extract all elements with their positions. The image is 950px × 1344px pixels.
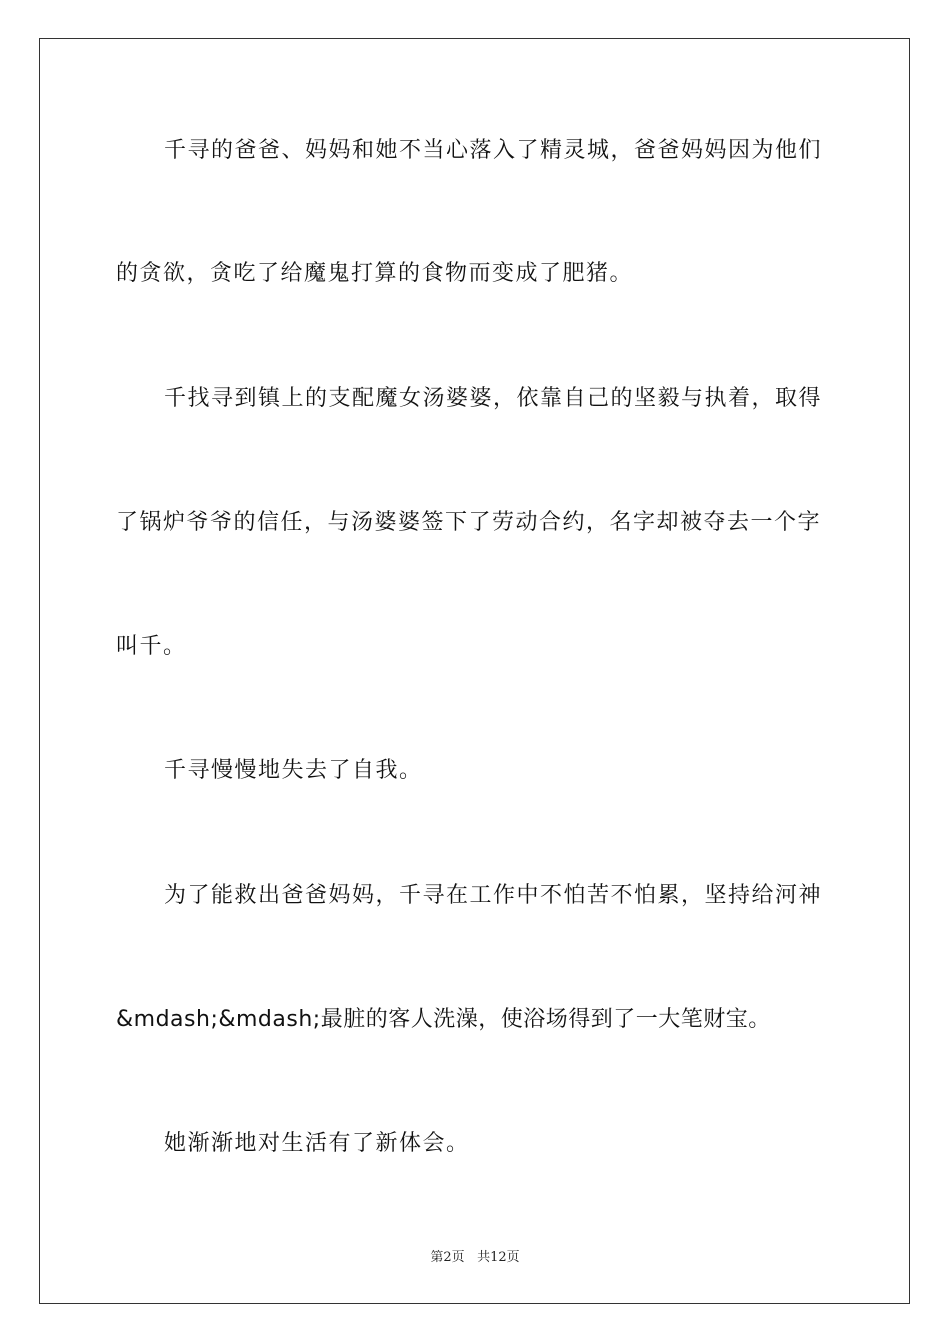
paragraph-line: 了锅炉爷爷的信任，与汤婆婆签下了劳动合约，名字却被夺去一个字 [116,510,822,535]
page-total: 共12页 [477,1250,520,1265]
page-footer [0,1246,950,1265]
paragraph-line: 千找寻到镇上的支配魔女汤婆婆，依靠自己的坚毅与执着，取得 [164,386,823,411]
paragraph-line: 的贪欲，贪吃了给魔鬼打算的食物而变成了肥猪。 [116,261,634,286]
paragraph-line: 千寻慢慢地失去了自我。 [164,758,423,783]
paragraph-line: 为了能救出爸爸妈妈，千寻在工作中不怕苦不怕累，坚持给河神 [164,883,823,908]
page-number: 第2页 [430,1250,465,1265]
paragraph-line: 千寻的爸爸、妈妈和她不当心落入了精灵城，爸爸妈妈因为他们 [164,138,823,163]
page-border [39,38,910,1304]
paragraph-line: &mdash;&mdash;最脏的客人洗澡，使浴场得到了一大笔财宝。 [116,1007,771,1032]
paragraph-line: 她渐渐地对生活有了新体会。 [164,1131,470,1156]
paragraph-line: 叫千。 [116,634,187,659]
